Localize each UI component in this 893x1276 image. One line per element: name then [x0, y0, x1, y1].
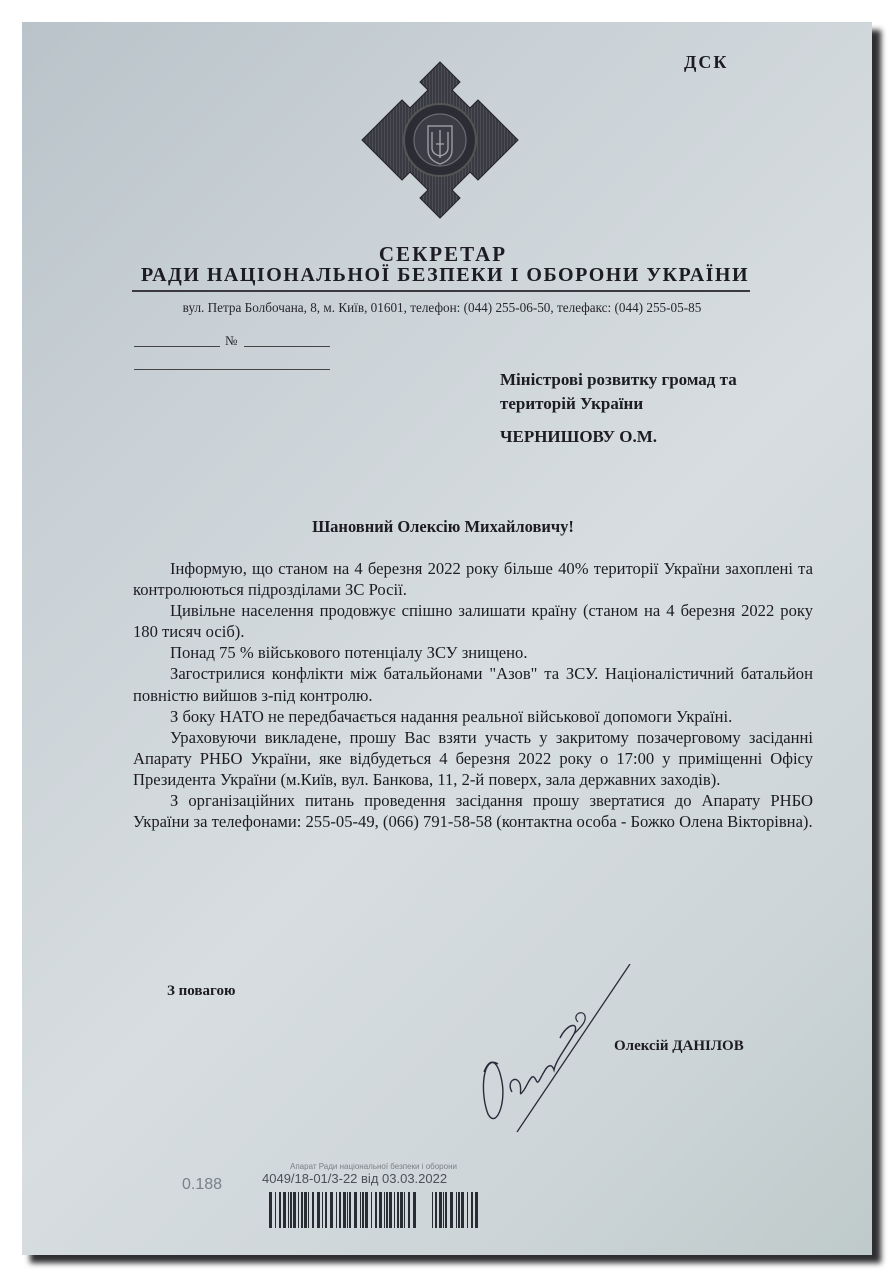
classification-mark: ДСК: [684, 52, 729, 72]
letter-body: [133, 558, 813, 832]
barcode-bar: [458, 1192, 460, 1228]
barcode-bar: [283, 1192, 286, 1228]
barcode-bar: [301, 1192, 303, 1228]
barcode-bar: [349, 1192, 351, 1228]
barcode-bar: [443, 1192, 444, 1228]
barcode-bar: [304, 1192, 307, 1228]
barcode-bar: [404, 1192, 405, 1228]
barcode-bar: [394, 1192, 395, 1228]
closing: З повагою: [167, 983, 236, 999]
header-rule: [132, 290, 750, 292]
header-title-council: РАДИ НАЦІОНАЛЬНОЇ БЕЗПЕКИ І ОБОРОНИ УКРАЇНИ: [140, 264, 750, 286]
paragraph: З організаційних питань проведення засідання прошу звертатися до Апарату РНБО України за телефонами: 255-05-49, (066) 791-58-58 (контактна особа - Божко Олена Вікторівна).: [133, 791, 813, 832]
header-address: вул. Петра Болбочана, 8, м. Київ, 01601, телефон: (044) 255-06-50, телефакс: (044) 255-05-85: [182, 300, 702, 315]
barcode-bar: [290, 1192, 292, 1228]
barcode-bar: [269, 1192, 272, 1228]
barcode-bar: [339, 1192, 341, 1228]
barcode-icon: [267, 1192, 482, 1228]
stamp-registration-number: 4049/18-01/3-22 від 03.03.2022: [262, 1171, 448, 1186]
recipient-name: ЧЕРНИШОВУ О.М.: [500, 427, 657, 446]
reference-number-blank: [244, 346, 330, 347]
barcode-bar: [375, 1192, 377, 1228]
barcode-bar: [322, 1192, 323, 1228]
paragraph: З боку НАТО не передбачається надання реальної військової допомоги Україні.: [170, 706, 733, 726]
barcode-bar: [298, 1192, 299, 1228]
barcode-bar: [384, 1192, 385, 1228]
barcode-bar: [386, 1192, 388, 1228]
barcode-bar: [343, 1192, 346, 1228]
barcode-bar: [371, 1192, 372, 1228]
barcode-bar: [293, 1192, 296, 1228]
paragraph: Цивільне населення продовжує спішно залишати країну (станом на 4 березня 2022 року 180 тисяч осіб).: [133, 601, 813, 642]
barcode-bar: [365, 1192, 368, 1228]
barcode-bar: [336, 1192, 337, 1228]
barcode-bar: [439, 1192, 442, 1228]
barcode-bar: [400, 1192, 403, 1228]
barcode-bar: [317, 1192, 320, 1228]
nsdc-emblem-trident-icon: [360, 60, 520, 220]
barcode-bar: [308, 1192, 309, 1228]
barcode-bar: [432, 1192, 433, 1228]
paragraph: Ураховуючи викладене, прошу Вас взяти участь у закритому позачерговому засіданні Апарату РНБО України, яке відбудеться 4 березня 2022 року о 17:00 у приміщенні Офісу Президента України (м.Київ, вул. Банкова, 11, 2-й поверх, зала державних заходів).: [133, 727, 813, 789]
reference-date-blank: [134, 346, 220, 347]
paragraph: Загострилися конфлікти між батальйонами "Азов" та ЗСУ. Націоналістичний батальйон повністю вийшов з-під контролю.: [133, 664, 813, 705]
barcode-bar: [288, 1192, 289, 1228]
reference-number-sign: №: [225, 333, 238, 348]
barcode-bar: [461, 1192, 464, 1228]
barcode-bar: [360, 1192, 361, 1228]
barcode-bar: [435, 1192, 437, 1228]
barcode-bar: [471, 1192, 473, 1228]
reference-blank-line: [134, 369, 330, 370]
paragraph: Понад 75 % військового потенціалу ЗСУ знищено.: [170, 643, 528, 663]
recipient-title: [500, 368, 737, 416]
recipient-line-1: Міністрові розвитку громад та: [500, 370, 737, 389]
barcode-bar: [389, 1192, 392, 1228]
barcode-bar: [312, 1192, 314, 1228]
barcode-bar: [456, 1192, 457, 1228]
barcode-bar: [325, 1192, 327, 1228]
stamp-organization: Апарат Ради національної безпеки і оборони: [290, 1162, 457, 1171]
barcode-bar: [362, 1192, 364, 1228]
barcode-bar: [354, 1192, 357, 1228]
barcode-bar: [275, 1192, 276, 1228]
salutation: Шановний Олексію Михайловичу!: [312, 517, 574, 536]
barcode-bar: [450, 1192, 453, 1228]
barcode-bar: [408, 1192, 410, 1228]
barcode-bar: [330, 1192, 333, 1228]
barcode-bar: [445, 1192, 447, 1228]
recipient-line-2: територій України: [500, 394, 644, 413]
barcode-bar: [475, 1192, 478, 1228]
document-page: [22, 22, 872, 1255]
barcode-bar: [397, 1192, 399, 1228]
stamp-sheet-number: 0.188: [182, 1176, 223, 1193]
signatory-name: Олексій ДАНІЛОВ: [614, 1038, 744, 1054]
barcode-bar: [347, 1192, 348, 1228]
barcode-bar: [279, 1192, 281, 1228]
header-title-secretary: СЕКРЕТАР: [378, 242, 508, 266]
barcode-bar: [379, 1192, 382, 1228]
barcode-bar: [413, 1192, 416, 1228]
paragraph: Інформую, що станом на 4 березня 2022 року більше 40% території України захоплені та контролюються підрозділами ЗС Росії.: [133, 559, 813, 600]
barcode-bar: [467, 1192, 468, 1228]
